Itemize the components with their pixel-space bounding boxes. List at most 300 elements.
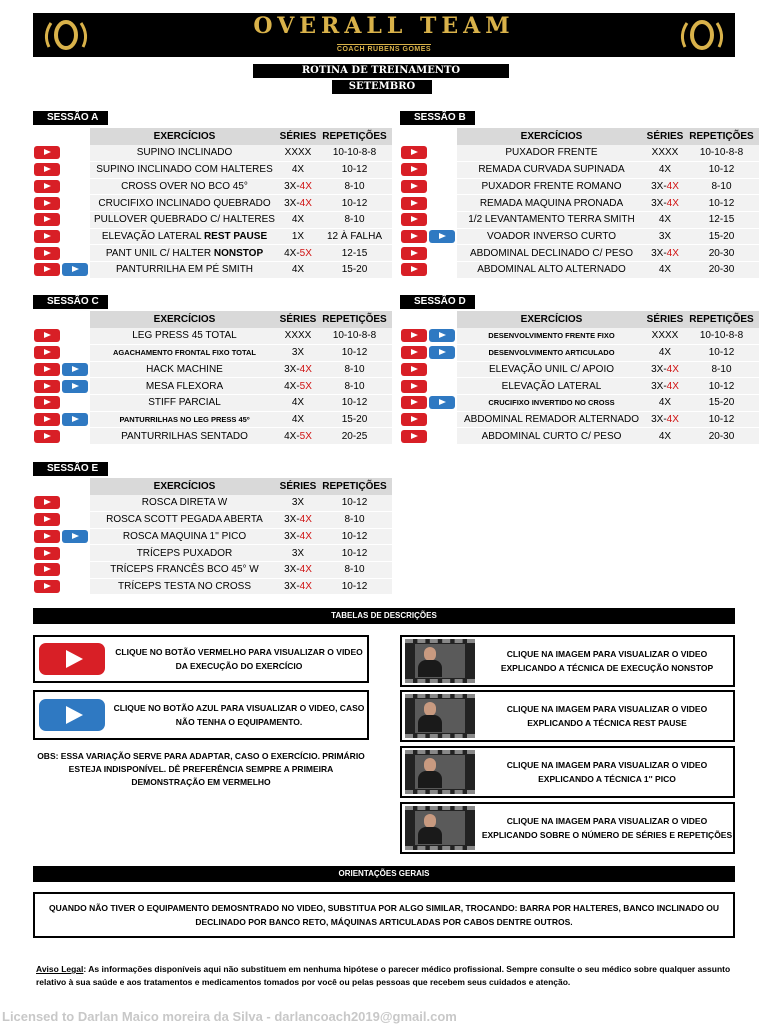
exercise-cell [457,211,646,228]
exercise-column-header: EXERCÍCIOS [457,128,646,145]
reps-cell: 20-30 [684,428,759,445]
exercise-name: TRÍCEPS FRANCÊS BCO 45° W [110,564,259,576]
video-buttons-cell [400,328,457,345]
red-video-play-icon[interactable] [401,146,427,159]
red-video-play-icon[interactable] [34,329,60,342]
table-row [33,344,392,361]
exercise-name: CRUCIFIXO INCLINADO QUEBRADO [98,197,271,209]
exercise-name: CRUCIFIXO INVERTIDO NO CROSS [488,398,615,408]
red-video-play-icon[interactable] [401,197,427,210]
red-video-play-icon[interactable] [34,247,60,260]
exercise-name: TRÍCEPS TESTA NO CROSS [118,580,251,592]
sets-cell [646,262,684,279]
session-a-label: SESSÃO A [33,111,108,125]
sets-cell [646,361,684,378]
sets-cell [646,411,684,428]
sets-value: 3X- [651,180,667,192]
exercise-cell [457,178,646,195]
sets-cell [646,161,684,178]
sets-cell [279,145,317,162]
sets-cell [279,228,317,245]
sets-cell [646,178,684,195]
header-banner [33,13,735,57]
reps-cell: 10-12 [684,344,759,361]
sets-extra: 5X [299,247,312,259]
reps-cell: 8-10 [317,511,392,528]
sets-value: 3X- [284,197,300,209]
sets-column-header: SÉRIES [646,128,684,145]
reps-cell: 10-12 [317,394,392,411]
reps-column-header: REPETIÇÕES [317,478,392,495]
red-play-button-icon[interactable] [39,643,105,675]
reps-cell: 12 À FALHA [317,228,392,245]
red-video-play-icon[interactable] [34,213,60,226]
table-row [400,161,759,178]
sets-extra: 5X [299,380,312,392]
sets-cell [279,245,317,262]
video-buttons-cell [400,394,457,411]
laurel-emblem-icon [677,17,727,53]
orientations-box [33,892,735,938]
exercise-cell [90,545,279,562]
table-row [33,361,392,378]
exercise-cell [90,511,279,528]
video-buttons-cell [33,195,90,212]
table-row [400,262,759,279]
reps-column-header: REPETIÇÕES [317,128,392,145]
exercise-name: TRÍCEPS PUXADOR [136,547,233,559]
sets-value: 4X [658,264,672,276]
sets-cell [646,145,684,162]
sets-cell [646,394,684,411]
video-rest-pause[interactable] [400,690,735,742]
red-video-play-icon[interactable] [34,180,60,193]
video-buttons-cell [33,378,90,395]
red-video-play-icon[interactable] [34,563,60,576]
video-buttons-cell [33,344,90,361]
red-video-play-icon[interactable] [401,396,427,409]
red-video-play-icon[interactable] [401,363,427,376]
reps-cell: 8-10 [317,378,392,395]
sets-cell [279,495,317,512]
exercise-column-header: EXERCÍCIOS [457,311,646,328]
exercise-cell [90,361,279,378]
table-row [400,378,759,395]
exercise-cell [457,161,646,178]
sets-cell [279,561,317,578]
table-row [33,511,392,528]
sets-value: XXXX [284,330,312,342]
table-row [33,145,392,162]
blue-video-play-icon[interactable] [429,396,455,409]
table-row [400,344,759,361]
exercise-name: 1/2 LEVANTAMENTO TERRA SMITH [468,214,635,226]
table-row [33,161,392,178]
table-row [400,178,759,195]
table-row [400,428,759,445]
sets-value: 3X [291,347,305,359]
reps-cell: 10-10-8-8 [317,145,392,162]
red-video-play-icon[interactable] [34,396,60,409]
exercise-column-header: EXERCÍCIOS [90,478,279,495]
exercise-name: ELEVAÇÃO UNIL C/ APOIO [488,363,615,375]
video-buttons-cell [33,411,90,428]
exercise-name: SUPINO INCLINADO COM HALTERES [96,164,273,176]
video-buttons-cell [33,361,90,378]
red-video-play-icon[interactable] [34,547,60,560]
exercise-name: PULLOVER QUEBRADO C/ HALTERES [94,214,275,226]
red-video-play-icon[interactable] [34,530,60,543]
legal-label: Aviso Legal [36,964,84,974]
sets-value: 4X [291,164,305,176]
exercise-cell [90,561,279,578]
red-video-play-icon[interactable] [401,413,427,426]
sets-extra: 4X [666,180,679,192]
table-row [33,328,392,345]
blue-video-play-icon[interactable] [62,530,88,543]
exercise-name: PANTURRILHAS SENTADO [121,430,248,442]
blue-button-legend [33,690,369,740]
sets-cell [646,428,684,445]
table-row [33,528,392,545]
red-video-play-icon[interactable] [34,146,60,159]
exercise-cell [457,228,646,245]
sets-cell [279,195,317,212]
table-row [400,211,759,228]
sets-cell [279,161,317,178]
sets-value: 3X- [284,363,300,375]
video-buttons-cell [33,511,90,528]
brand-title: OVERALL TEAM [253,13,515,39]
blue-video-play-icon[interactable] [62,380,88,393]
sets-column-header: SÉRIES [279,311,317,328]
table-row [400,145,759,162]
session-d-label: SESSÃO D [400,295,475,309]
red-video-play-icon[interactable] [34,580,60,593]
sets-cell [279,511,317,528]
exercise-name: ABDOMINAL CURTO C/ PESO [481,430,622,442]
red-button-legend [33,635,369,683]
sets-value: 4X [658,347,672,359]
red-button-legend-text: CLIQUE NO BOTÃO VERMELHO PARA VISUALIZAR O VIDEO DA EXECUÇÃO DO EXERCÍCIO [115,647,363,671]
sets-cell [279,411,317,428]
exercise-cell [90,228,279,245]
descriptions-title: TABELAS DE DESCRIÇÕES [33,608,735,624]
table-row [33,378,392,395]
sets-extra: 4X [666,380,679,392]
sets-cell [646,228,684,245]
video-buttons-cell [400,161,457,178]
video-buttons-cell [400,145,457,162]
sets-value: 4X [658,214,672,226]
table-row [33,495,392,512]
table-row [33,561,392,578]
sets-value: 4X [658,164,672,176]
table-row [400,328,759,345]
brand-subtitle: COACH RUBENS GOMES [336,46,432,53]
sets-extra: 4X [666,363,679,375]
table-row [400,195,759,212]
video-thumbnail-icon[interactable] [405,694,475,738]
blue-video-play-icon[interactable] [62,363,88,376]
video-buttons-cell [33,178,90,195]
reps-column-header: REPETIÇÕES [684,311,759,328]
sets-extra: 4X [299,564,312,576]
video-nonstop[interactable] [400,635,735,687]
sets-extra: 4X [299,363,312,375]
sets-value: 4X [291,413,305,425]
video-buttons-cell [400,178,457,195]
sets-value: XXXX [284,147,312,159]
blue-video-play-icon[interactable] [62,413,88,426]
exercise-name: MESA FLEXORA [145,380,224,392]
exercise-cell [457,328,646,345]
exercise-cell [90,328,279,345]
video-buttons-cell [33,394,90,411]
sets-cell [279,378,317,395]
red-video-play-icon[interactable] [34,413,60,426]
exercise-name: VOADOR INVERSO CURTO [486,230,617,242]
icon-column-header [400,128,457,145]
table-row [33,178,392,195]
reps-cell: 20-30 [684,245,759,262]
reps-cell: 10-10-8-8 [317,328,392,345]
blue-video-play-icon[interactable] [429,329,455,342]
orientations-text: QUANDO NÃO TIVER O EQUIPAMENTO DEMOSNTRADO NO VIDEO, SUBSTITUA POR ALGO SIMILAR, TROCANDO: BARRA POR HALTERES, BANCO INCLINADO OU DECLINADO POR BANCO RETO, MÁQUINAS ARTICULADAS POR CABOS DENTRE OUTROS. [48,903,720,927]
table-header-row [400,311,759,328]
reps-cell: 10-12 [317,528,392,545]
red-video-play-icon[interactable] [401,163,427,176]
video-buttons-cell [33,495,90,512]
sets-value: 3X- [651,363,667,375]
red-video-play-icon[interactable] [401,263,427,276]
video-buttons-cell [400,361,457,378]
exercise-name: HACK MACHINE [146,363,223,375]
exercise-cell [90,528,279,545]
sets-extra: 4X [666,197,679,209]
exercise-cell [457,145,646,162]
red-video-play-icon[interactable] [401,213,427,226]
reps-cell: 15-20 [317,262,392,279]
session-c-label: SESSÃO C [33,295,108,309]
red-video-play-icon[interactable] [34,430,60,443]
red-video-play-icon[interactable] [401,180,427,193]
reps-cell: 8-10 [684,178,759,195]
exercise-cell [90,411,279,428]
laurel-emblem-icon [41,17,91,53]
table-header-row [33,311,392,328]
table-row [33,578,392,595]
icon-column-header [33,128,90,145]
sets-value: 3X- [284,180,300,192]
red-video-play-icon[interactable] [401,380,427,393]
red-video-play-icon[interactable] [34,363,60,376]
table-row [33,428,392,445]
routine-title: ROTINA DE TREINAMENTO [253,64,509,78]
reps-column-header: REPETIÇÕES [684,128,759,145]
observation-note: OBS: ESSA VARIAÇÃO SERVE PARA ADAPTAR, CASO O EXERCÍCIO. PRIMÁRIO ESTEJA INDISPONÍVEL. DÊ PREFERÊNCIA SEMPRE A PRIMEIRA DEMONSTRAÇÃO EM VERMELHO [37,751,365,787]
blue-video-play-icon[interactable] [429,230,455,243]
blue-video-play-icon[interactable] [429,346,455,359]
blue-video-play-icon[interactable] [62,263,88,276]
session-e-table [33,478,392,595]
exercise-cell [90,262,279,279]
video-buttons-cell [400,411,457,428]
exercise-name: ABDOMINAL REMADOR ALTERNADO [463,413,640,425]
sets-value: 3X- [284,564,300,576]
sets-value: 4X- [284,430,300,442]
video-buttons-cell [400,344,457,361]
reps-cell: 10-12 [317,495,392,512]
video-buttons-cell [400,378,457,395]
exercise-name: DESENVOLVIMENTO ARTICULADO [488,348,615,358]
red-video-play-icon[interactable] [401,430,427,443]
exercise-cell [90,178,279,195]
exercise-name: LEG PRESS 45 TOTAL [132,330,237,342]
video-buttons-cell [400,245,457,262]
red-video-play-icon[interactable] [401,346,427,359]
red-video-play-icon[interactable] [34,380,60,393]
table-row [400,361,759,378]
video-buttons-cell [33,145,90,162]
sets-cell [279,361,317,378]
sets-extra: 4X [299,514,312,526]
reps-cell: 8-10 [317,211,392,228]
sets-column-header: SÉRIES [646,311,684,328]
table-row [400,228,759,245]
video-buttons-cell [33,578,90,595]
blue-play-button-icon[interactable] [39,699,105,731]
reps-cell: 10-12 [317,545,392,562]
red-video-play-icon[interactable] [34,230,60,243]
table-row [33,195,392,212]
exercise-cell [90,578,279,595]
table-row [400,245,759,262]
sets-cell [279,528,317,545]
reps-cell: 15-20 [684,394,759,411]
exercise-cell [90,344,279,361]
table-header-row [400,128,759,145]
sets-extra: 4X [666,413,679,425]
brand-block [253,14,514,56]
reps-cell: 20-30 [684,262,759,279]
sets-value: 4X [291,264,305,276]
sets-value: 4X [658,430,672,442]
exercise-name: DESENVOLVIMENTO FRENTE FIXO [488,331,615,341]
red-video-play-icon[interactable] [34,197,60,210]
video-thumbnail-icon[interactable] [405,750,475,794]
sets-cell [646,245,684,262]
video-series-reps-text: CLIQUE NA IMAGEM PARA VISUALIZAR O VIDEO EXPLICANDO SOBRE O NÚMERO DE SÉRIES E REPETIÇÕES [481,816,733,840]
exercise-cell [90,195,279,212]
sets-value: 3X- [284,530,300,542]
video-buttons-cell [400,195,457,212]
reps-cell: 10-12 [317,161,392,178]
license-watermark: Licensed to Darlan Maico moreira da Silva - darlancoach2019@gmail.com [2,1009,457,1024]
sets-value: XXXX [651,330,679,342]
red-video-play-icon[interactable] [34,513,60,526]
session-e-label: SESSÃO E [33,462,108,476]
video-pico[interactable] [400,746,735,798]
red-video-play-icon[interactable] [34,263,60,276]
exercise-cell [457,262,646,279]
video-buttons-cell [33,328,90,345]
sets-extra: 4X [299,530,312,542]
video-series-reps[interactable] [400,802,735,854]
reps-cell: 8-10 [317,361,392,378]
legal-text: : As informações disponíveis aqui não substituem em nenhuma hipótese o parecer médico profissional. Sempre consulte o seu médico sobre qualquer assunto relativo à sua saúde e aos tratamentos e medicamentos tomados por você ou pelas pessoas que recebem seus cuidados e atenção. [36,964,731,987]
exercise-column-header: EXERCÍCIOS [90,128,279,145]
session-c-table [33,311,392,445]
red-video-play-icon[interactable] [34,496,60,509]
sets-value: 4X- [284,380,300,392]
exercise-cell [457,428,646,445]
reps-cell: 10-12 [684,378,759,395]
reps-cell: 12-15 [684,211,759,228]
reps-cell: 10-12 [684,411,759,428]
exercise-name: PUXADOR FRENTE ROMANO [481,180,622,192]
exercise-name: ROSCA DIRETA W [141,497,228,509]
video-thumbnail-icon[interactable] [405,806,475,850]
video-pico-text: CLIQUE NA IMAGEM PARA VISUALIZAR O VIDEO EXPLICANDO A TÉCNICA 1'' PICO [506,760,708,784]
exercise-technique: REST PAUSE [203,230,268,242]
sets-value: 4X [658,397,672,409]
red-video-play-icon[interactable] [34,346,60,359]
video-buttons-cell [33,211,90,228]
video-buttons-cell [400,211,457,228]
table-row [33,411,392,428]
red-video-play-icon[interactable] [401,230,427,243]
exercise-name: ELEVAÇÃO LATERAL [101,230,204,242]
reps-cell: 10-12 [317,344,392,361]
exercise-name: ROSCA MAQUINA 1'' PICO [122,530,247,542]
reps-cell: 8-10 [684,361,759,378]
exercise-column-header: EXERCÍCIOS [90,311,279,328]
icon-column-header [400,311,457,328]
red-video-play-icon[interactable] [34,163,60,176]
video-buttons-cell [33,161,90,178]
table-row [33,228,392,245]
icon-column-header [33,478,90,495]
sets-cell [279,578,317,595]
sets-cell [279,394,317,411]
exercise-cell [90,145,279,162]
video-thumbnail-icon[interactable] [405,639,475,683]
sets-value: 4X [291,397,305,409]
exercise-cell [457,394,646,411]
exercise-cell [90,394,279,411]
exercise-cell [90,495,279,512]
video-rest-pause-text: CLIQUE NA IMAGEM PARA VISUALIZAR O VIDEO EXPLICANDO A TÉCNICA REST PAUSE [506,704,708,728]
exercise-technique: NONSTOP [213,247,264,259]
sets-value: XXXX [651,147,679,159]
video-buttons-cell [33,428,90,445]
video-buttons-cell [33,245,90,262]
exercise-cell [90,211,279,228]
session-b-label: SESSÃO B [400,111,475,125]
sets-extra: 4X [299,180,312,192]
sets-value: 3X [291,497,305,509]
red-video-play-icon[interactable] [401,247,427,260]
red-video-play-icon[interactable] [401,329,427,342]
sets-extra: 4X [666,247,679,259]
sets-value: 3X- [651,380,667,392]
video-buttons-cell [33,228,90,245]
sets-extra: 4X [299,580,312,592]
exercise-name: AGACHAMENTO FRONTAL FIXO TOTAL [112,348,257,358]
session-b-table [400,128,759,279]
exercise-name: ELEVAÇÃO LATERAL [501,380,602,392]
